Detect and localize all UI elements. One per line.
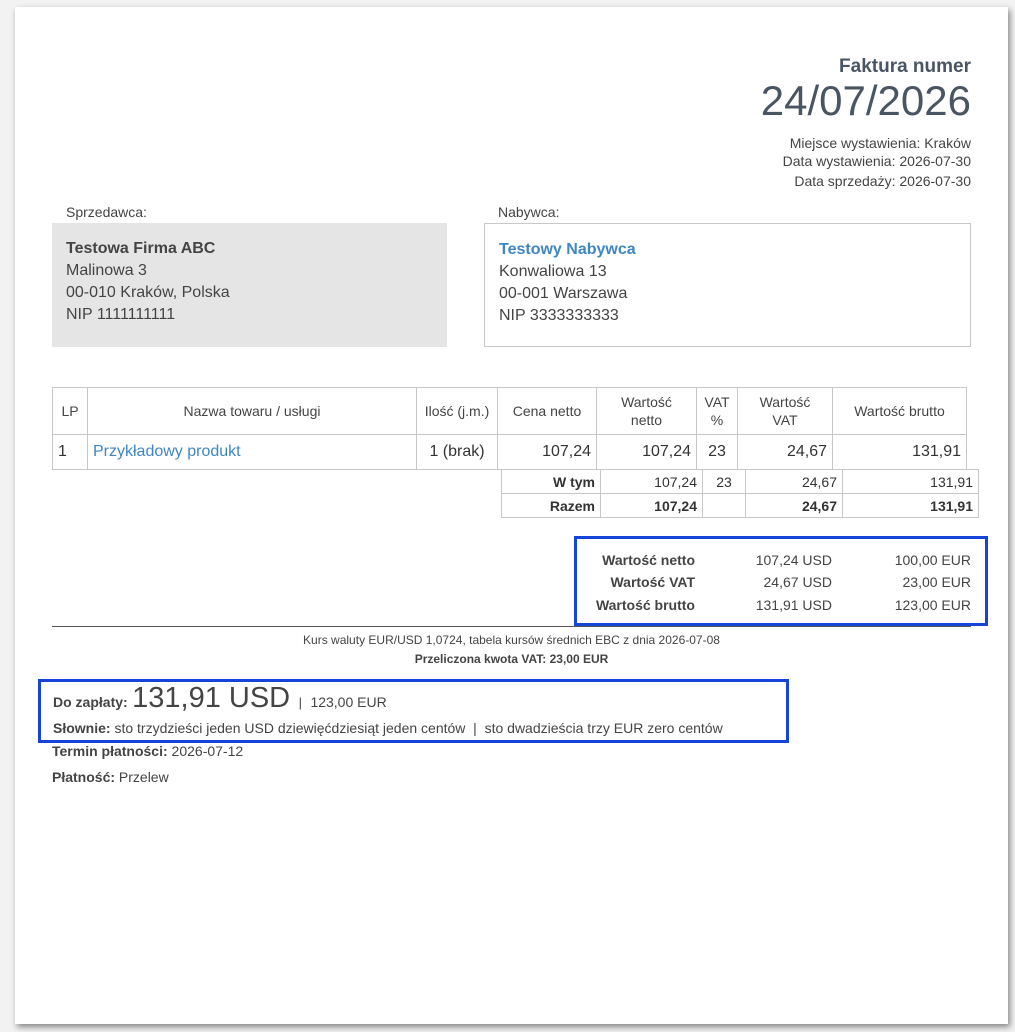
razem-vat-empty xyxy=(703,494,746,518)
row-vat-value: 24,67 xyxy=(738,435,833,470)
col-vat-value: Wartość VAT xyxy=(738,388,833,435)
divider xyxy=(52,626,971,627)
wtym-vat-value: 24,67 xyxy=(746,470,843,494)
words-label: Słownie: xyxy=(53,720,111,736)
payment-term xyxy=(52,743,243,759)
total-net-usd: 107,24 USD xyxy=(755,552,832,568)
vat-converted: Przeliczona kwota VAT: 23,00 EUR xyxy=(414,652,609,666)
term-value: 2026-07-12 xyxy=(171,743,244,759)
amount-due-eur: 123,00 EUR xyxy=(310,694,387,710)
exchange-rate: Kurs waluty EUR/USD 1,0724, tabela kursów średnich EBC z dnia 2026-07-08 xyxy=(303,633,720,647)
col-gross: Wartość brutto xyxy=(833,388,967,435)
row-lp: 1 xyxy=(53,435,88,470)
payment-method xyxy=(52,769,169,785)
row-net: 107,24 xyxy=(597,435,697,470)
total-vat-usd: 24,67 USD xyxy=(763,574,832,590)
sale-date: Data sprzedaży: 2026-07-30 xyxy=(794,173,971,189)
invoice-label: Faktura numer xyxy=(839,56,971,77)
buyer-label: Nabywca: xyxy=(498,204,560,220)
buyer-nip: NIP 3333333333 xyxy=(499,307,619,324)
row-vat: 23 xyxy=(697,435,738,470)
product-link[interactable]: Przykładowy produkt xyxy=(88,435,417,470)
col-price: Cena netto xyxy=(498,388,597,435)
total-vat-row xyxy=(577,572,985,592)
razem-label: Razem xyxy=(502,494,601,518)
row-qty: 1 (brak) xyxy=(417,435,498,470)
invoice-number: 24/07/2026 xyxy=(760,77,971,124)
items-header-row xyxy=(53,388,967,435)
table-row xyxy=(53,435,967,470)
summary-wtym-row xyxy=(502,470,979,494)
wtym-vat: 23 xyxy=(703,470,746,494)
summary-table xyxy=(501,469,979,518)
buyer-city: 00-001 Warszawa xyxy=(499,285,628,302)
amount-due xyxy=(53,682,387,715)
total-gross-usd: 131,91 USD xyxy=(755,597,832,613)
amount-separator: | xyxy=(298,695,302,710)
total-gross-eur: 123,00 EUR xyxy=(894,597,971,613)
method-label: Płatność: xyxy=(52,769,116,785)
razem-vat-value: 24,67 xyxy=(746,494,843,518)
amount-in-words xyxy=(53,720,723,736)
buyer-street: Konwaliowa 13 xyxy=(499,263,607,280)
razem-gross: 131,91 xyxy=(843,494,979,518)
currency-totals-box xyxy=(574,536,988,626)
term-label: Termin płatności: xyxy=(52,743,168,759)
items-table xyxy=(52,387,967,470)
seller-box xyxy=(52,223,447,347)
total-net-eur: 100,00 EUR xyxy=(894,552,971,568)
issue-date: Data wystawienia: 2026-07-30 xyxy=(782,153,971,169)
total-net-row xyxy=(577,550,985,570)
total-gross-label: Wartość brutto xyxy=(595,597,695,613)
invoice-page xyxy=(15,7,1008,1024)
buyer-box xyxy=(484,223,971,347)
col-name: Nazwa towaru / usługi xyxy=(88,388,417,435)
col-lp: LP xyxy=(53,388,88,435)
wtym-net: 107,24 xyxy=(601,470,703,494)
col-vat: VAT % xyxy=(697,388,738,435)
total-net-label: Wartość netto xyxy=(602,552,695,568)
method-value: Przelew xyxy=(118,769,169,785)
words-text: sto trzydzieści jeden USD dziewięćdziesiąt jeden centów | sto dwadzieścia trzy EUR zero centów xyxy=(114,720,723,736)
col-net: Wartość netto xyxy=(597,388,697,435)
total-gross-row xyxy=(577,595,985,615)
payment-box xyxy=(38,679,789,743)
amount-due-usd: 131,91 USD xyxy=(132,682,291,714)
buyer-name: Testowy Nabywca xyxy=(499,241,636,258)
razem-net: 107,24 xyxy=(601,494,703,518)
seller-street: Malinowa 3 xyxy=(66,262,147,279)
issue-place: Miejsce wystawienia: Kraków xyxy=(789,135,971,151)
col-qty: Ilość (j.m.) xyxy=(417,388,498,435)
amount-due-label: Do zapłaty: xyxy=(53,694,128,710)
seller-name: Testowa Firma ABC xyxy=(66,240,216,257)
row-gross: 131,91 xyxy=(833,435,967,470)
total-vat-eur: 23,00 EUR xyxy=(902,574,971,590)
wtym-gross: 131,91 xyxy=(843,470,979,494)
row-price: 107,24 xyxy=(498,435,597,470)
seller-nip: NIP 1111111111 xyxy=(66,306,176,323)
seller-city: 00-010 Kraków, Polska xyxy=(66,284,230,301)
total-vat-label: Wartość VAT xyxy=(610,574,695,590)
summary-razem-row xyxy=(502,494,979,518)
seller-label: Sprzedawca: xyxy=(66,204,147,220)
wtym-label: W tym xyxy=(502,470,601,494)
